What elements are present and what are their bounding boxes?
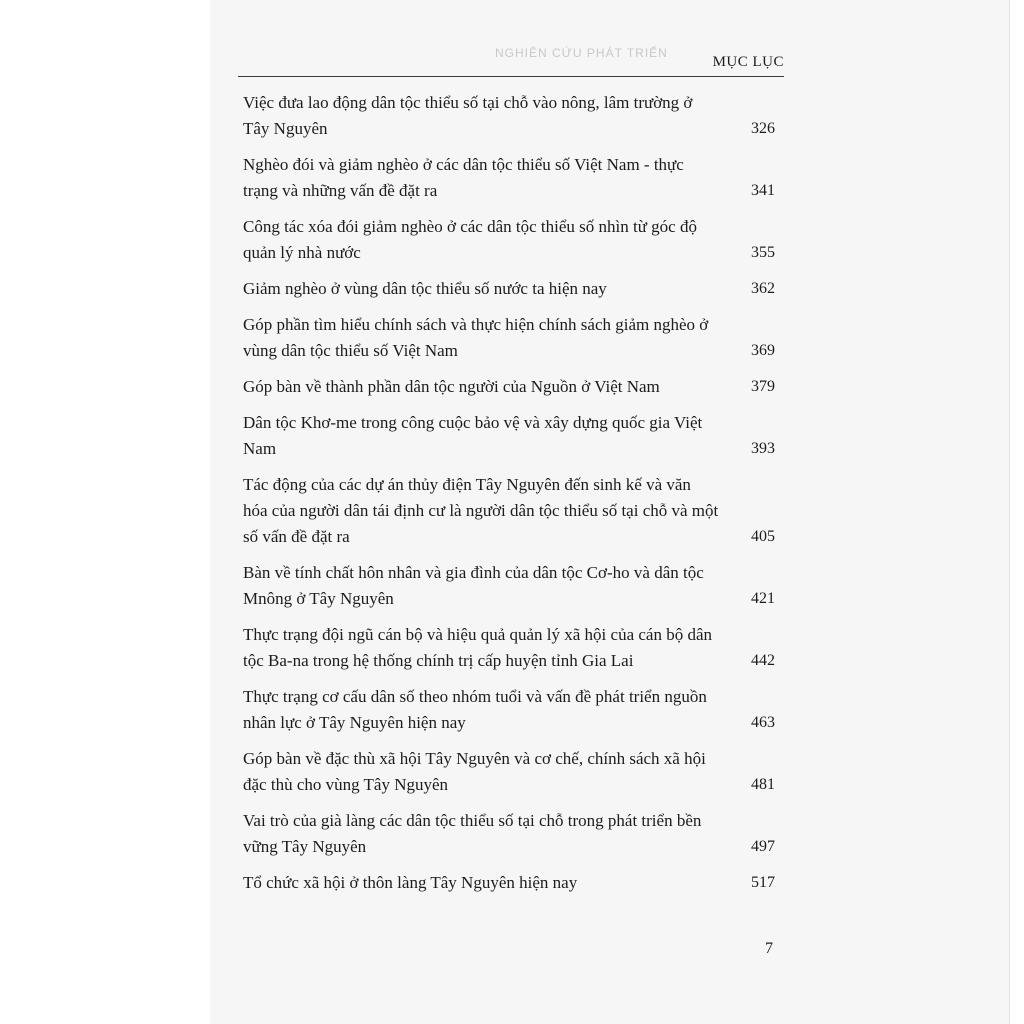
toc-entry-page: 393	[751, 440, 775, 457]
toc-entry-title: Việc đưa lao động dân tộc thiểu số tại chỗ vào nông, lâm trường ở Tây Nguyên	[243, 93, 693, 138]
toc-entry	[243, 472, 775, 550]
toc-entry-title: Góp bàn về thành phần dân tộc người của Nguồn ở Việt Nam	[243, 377, 660, 396]
toc-entry-title: Giảm nghèo ở vùng dân tộc thiểu số nước ta hiện nay	[243, 279, 607, 298]
toc-entry	[243, 152, 775, 204]
toc-entry-page: 369	[751, 342, 775, 359]
toc-entry-page: 442	[751, 652, 775, 669]
toc-entry-page: 481	[751, 776, 775, 793]
toc-entry	[243, 622, 775, 674]
toc-entry-title: Thực trạng đội ngũ cán bộ và hiệu quả quản lý xã hội của cán bộ dân tộc Ba-na trong hệ thống chính trị cấp huyện tỉnh Gia Lai	[243, 625, 713, 670]
page-header-title: MỤC LỤC	[712, 54, 784, 70]
toc-entry	[243, 560, 775, 612]
toc-entry	[243, 808, 775, 860]
toc-entry-page: 379	[751, 378, 775, 395]
toc-entry	[243, 276, 775, 302]
toc-entry-title: Bàn về tính chất hôn nhân và gia đình của dân tộc Cơ-ho và dân tộc Mnông ở Tây Nguyên	[243, 563, 704, 608]
toc-entry-page: 405	[751, 528, 775, 545]
toc-entry	[243, 90, 775, 142]
toc-entry	[243, 410, 775, 462]
toc-entry	[243, 684, 775, 736]
toc-entry	[243, 312, 775, 364]
toc-entry-title: Tác động của các dự án thủy điện Tây Nguyên đến sinh kế và văn hóa của người dân tái định cư là người dân tộc thiểu số tại chỗ và một số vấn đề đặt ra	[243, 475, 719, 546]
bleed-through-header: NGHIÊN CỨU PHÁT TRIỂN	[495, 46, 668, 60]
toc-entry-title: Góp phần tìm hiểu chính sách và thực hiện chính sách giảm nghèo ở vùng dân tộc thiểu số Việt Nam	[243, 315, 709, 360]
toc-entry-title: Vai trò của già làng các dân tộc thiểu số tại chỗ trong phát triển bền vững Tây Nguyên	[243, 811, 702, 856]
toc-entry-page: 362	[751, 280, 775, 297]
toc-entry	[243, 374, 775, 400]
toc-entry	[243, 214, 775, 266]
table-of-contents	[243, 90, 775, 906]
toc-entry-page: 355	[751, 244, 775, 261]
header-divider	[238, 76, 784, 77]
toc-entry-title: Công tác xóa đói giảm nghèo ở các dân tộc thiểu số nhìn từ góc độ quản lý nhà nước	[243, 217, 697, 262]
page-number: 7	[765, 940, 773, 957]
toc-entry	[243, 746, 775, 798]
toc-entry-page: 463	[751, 714, 775, 731]
toc-entry-page: 421	[751, 590, 775, 607]
toc-entry-page: 326	[751, 120, 775, 137]
toc-entry-title: Nghèo đói và giảm nghèo ở các dân tộc thiểu số Việt Nam - thực trạng và những vấn đề đặt ra	[243, 155, 684, 200]
toc-entry-title: Dân tộc Khơ-me trong công cuộc bảo vệ và xây dựng quốc gia Việt Nam	[243, 413, 703, 458]
toc-entry-page: 341	[751, 182, 775, 199]
toc-entry-title: Thực trạng cơ cấu dân số theo nhóm tuổi và vấn đề phát triển nguồn nhân lực ở Tây Nguyên hiện nay	[243, 687, 707, 732]
toc-entry-page: 497	[751, 838, 775, 855]
toc-entry-page: 517	[751, 874, 775, 891]
toc-entry-title: Tổ chức xã hội ở thôn làng Tây Nguyên hiện nay	[243, 873, 578, 892]
toc-entry-title: Góp bàn về đặc thù xã hội Tây Nguyên và cơ chế, chính sách xã hội đặc thù cho vùng Tây Nguyên	[243, 749, 706, 794]
toc-entry	[243, 870, 775, 896]
